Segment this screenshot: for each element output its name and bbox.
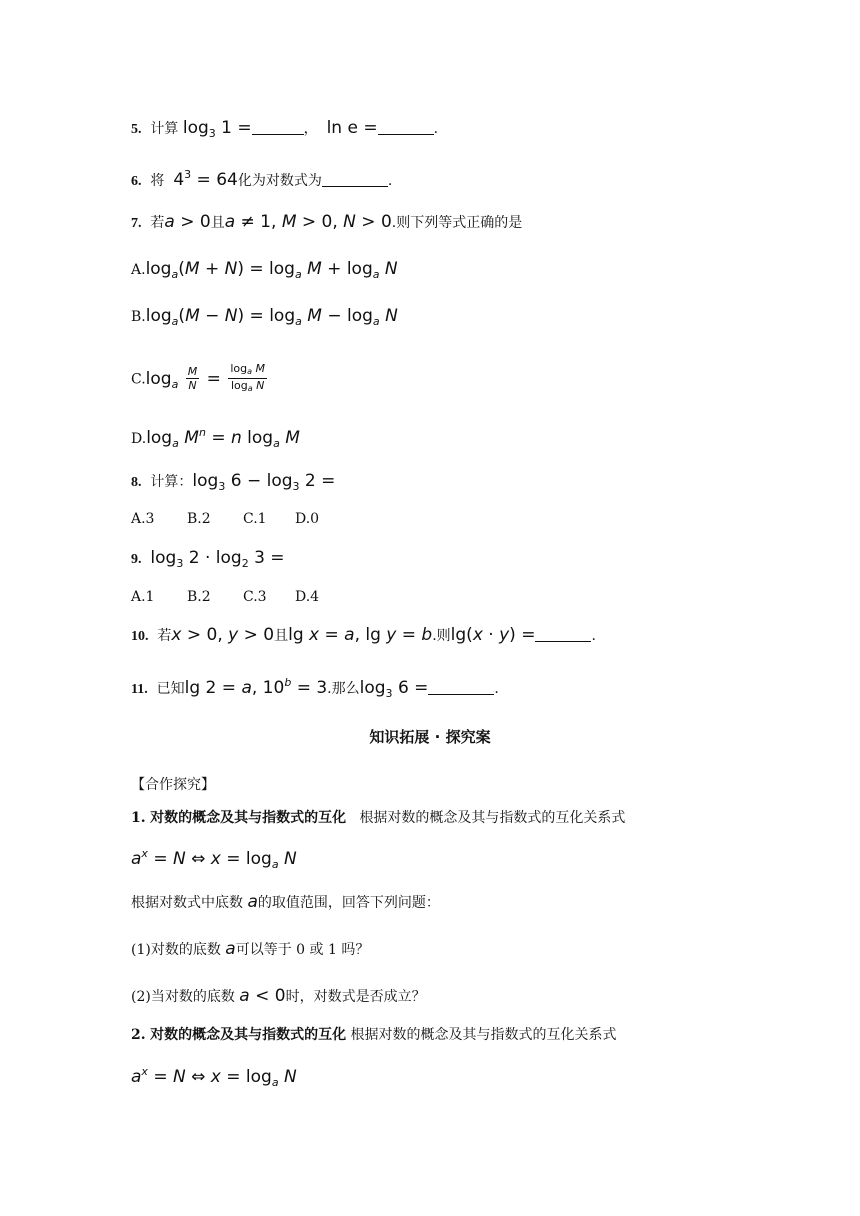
- question-7: 7. 若a > 0且a ≠ 1, M > 0, N > 0.则下列等式正确的是: [131, 212, 523, 232]
- q9-options: [131, 587, 319, 607]
- math-condition-2: lg x = a, lg y = b: [288, 625, 433, 645]
- question-10: 10. 若x > 0, y > 0且lg x = a, lg y = b.则lg(x · y) = .: [131, 625, 596, 645]
- math-q8: $\log_3 6 - \log_3 2$ =: [192, 471, 336, 493]
- option-d[interactable]: $D.\log_a$ $M^n = n$ $\log_a M$: [131, 426, 300, 450]
- answer-blank: [428, 680, 494, 695]
- math-condition: lg 2 = a, $10^b = 3$: [184, 676, 328, 698]
- option-a[interactable]: A.1: [131, 589, 155, 605]
- math-condition-2: a ≠ 1, M > 0, N > 0: [224, 212, 392, 232]
- math-option-c: $\log_a$ $\frac{M}{N}$ = $\frac{\log_a M}{\log_a N}$: [145, 362, 265, 393]
- coop-heading: 【合作探究】: [131, 777, 215, 793]
- q8-options: [131, 509, 319, 529]
- math-4-cubed: $4^3 = 64$: [173, 168, 238, 190]
- answer-blank: [378, 120, 434, 135]
- question-5: 5. 计算 $\log_3 1$ = ， ln e = .: [131, 118, 439, 140]
- math-q9: $\log_3 2 \cdot \log_2 3$ =: [150, 548, 285, 570]
- question-6: 6. 将 $4^3 = 64$化为对数式为 .: [131, 168, 393, 190]
- math-formula: $a^x = N$ ⇔ $x = \log_a N$: [131, 847, 297, 871]
- math-condition: x > 0, y > 0: [171, 625, 275, 645]
- answer-blank: [535, 627, 591, 642]
- question-8: 8. 计算：$\log_3 6 - \log_3 2$ =: [131, 471, 336, 493]
- section-title: 知识拓展 · 探究案: [369, 728, 491, 746]
- question-number: 5: [131, 122, 138, 137]
- option-c[interactable]: C.1: [243, 511, 267, 527]
- answer-blank: [252, 120, 304, 135]
- option-a[interactable]: A.3: [131, 511, 155, 527]
- math-condition: a > 0: [164, 212, 211, 232]
- inquiry-2: 2. 对数的概念及其与指数式的互化 根据对数的概念及其与指数式的互化关系式: [131, 1027, 617, 1043]
- option-b[interactable]: B.2: [187, 511, 211, 527]
- option-b[interactable]: $B.\log_a(M - N) = \log_a M - \log_a N$: [131, 306, 398, 328]
- math-log3-1: $\log_3 1$ =: [182, 118, 252, 140]
- inquiry-1: 1. 对数的概念及其与指数式的互化 根据对数的概念及其与指数式的互化关系式: [131, 810, 626, 826]
- inquiry-1-q2: (2)当对数的底数 a < 0时，对数式是否成立？: [131, 986, 426, 1006]
- option-d[interactable]: D.0: [295, 511, 320, 527]
- option-c[interactable]: $C.\log_a$ $\frac{M}{N}$ = $\frac{\log_a M}{\log_a N}$: [131, 362, 269, 395]
- option-c[interactable]: C.3: [243, 589, 267, 605]
- math-ln-e: ln e =: [326, 118, 378, 138]
- math-option-d: $\log_a M^n = n$ $\log_a M$: [146, 426, 300, 450]
- inquiry-heading: 对数的概念及其与指数式的互化: [150, 810, 347, 826]
- question-11: 11. 已知lg 2 = a, $10^b = 3$.那么$\log_3 6$ = .: [131, 676, 499, 700]
- option-a[interactable]: $A.\log_a(M + N) = \log_a M + \log_a N$: [131, 259, 398, 281]
- math-expression: $\log_3 6$ =: [359, 678, 429, 700]
- math-option-a: $\log_a(M + N) = \log_a M + \log_a N$: [145, 259, 398, 281]
- answer-blank: [322, 172, 388, 187]
- inquiry-1-q1: (1)对数的底数 a可以等于 0 或 1 吗？: [131, 939, 370, 959]
- option-b[interactable]: B.2: [187, 589, 211, 605]
- math-option-b: $\log_a(M - N) = \log_a M - \log_a N$: [145, 306, 398, 328]
- inquiry-1-intro: 根据对数式中底数 a的取值范围，回答下列问题：: [131, 892, 440, 912]
- question-9: 9. $\log_3 2 \cdot \log_2 3$ =: [131, 548, 285, 570]
- question-text: 计算: [150, 121, 179, 137]
- math-expression: lg(x · y) =: [450, 625, 536, 645]
- math-formula: $a^x = N$ ⇔ $x = \log_a N$: [131, 1065, 297, 1089]
- inquiry-heading: 对数的概念及其与指数式的互化: [150, 1027, 347, 1043]
- option-d[interactable]: D.4: [295, 589, 320, 605]
